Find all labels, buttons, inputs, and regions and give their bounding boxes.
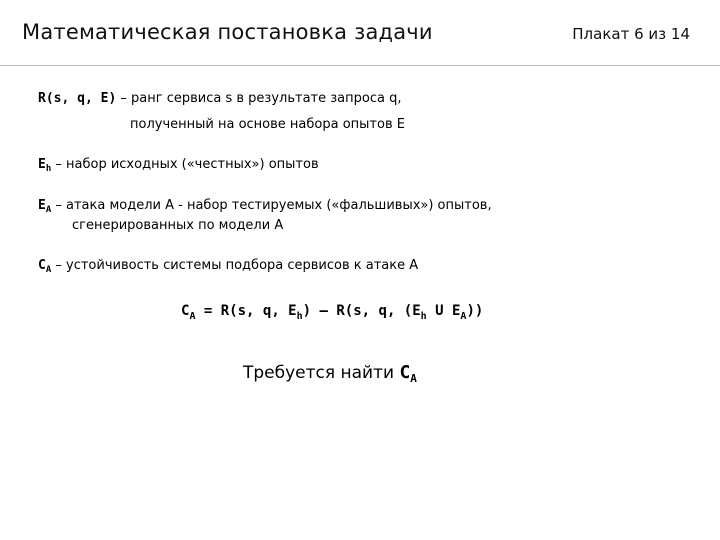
goal-symbol: $C_A$	[399, 362, 417, 385]
definition-ca-symbol: $C_A$	[38, 258, 52, 275]
definition-ea	[38, 198, 492, 215]
definition-eh-symbol: $E_h$	[38, 157, 52, 174]
definition-ca	[38, 258, 418, 275]
stability-formula: $C_A = R(s$, q, $E_h) - R(s$, q, ($E_h$ U $E_A$))	[181, 303, 484, 322]
definition-ea-continuation: сгенерированных по модели A	[72, 218, 284, 233]
definition-r-symbol: R(s, q, E)	[38, 91, 117, 106]
slide-counter: Плакат 6 из 14	[572, 25, 690, 43]
title-divider	[0, 65, 720, 66]
goal-text: Требуется найти	[243, 363, 400, 383]
definition-r-text: – ранг сервиса s в результате запроса q,	[116, 91, 402, 106]
definition-eh	[38, 157, 319, 174]
goal-statement	[243, 362, 417, 383]
definition-r-continuation: полученный на основе набора опытов E	[130, 117, 405, 132]
definition-ea-text: – атака модели A - набор тестируемых («фальшивых») опытов,	[51, 198, 492, 213]
definition-eh-text: – набор исходных («честных») опытов	[51, 157, 319, 172]
slide-title: Математическая постановка задачи	[22, 20, 433, 44]
definition-r	[38, 91, 401, 107]
definition-ca-text: – устойчивость системы подбора сервисов к атаке A	[51, 258, 419, 273]
definition-ea-symbol: $E_A$	[38, 198, 52, 215]
